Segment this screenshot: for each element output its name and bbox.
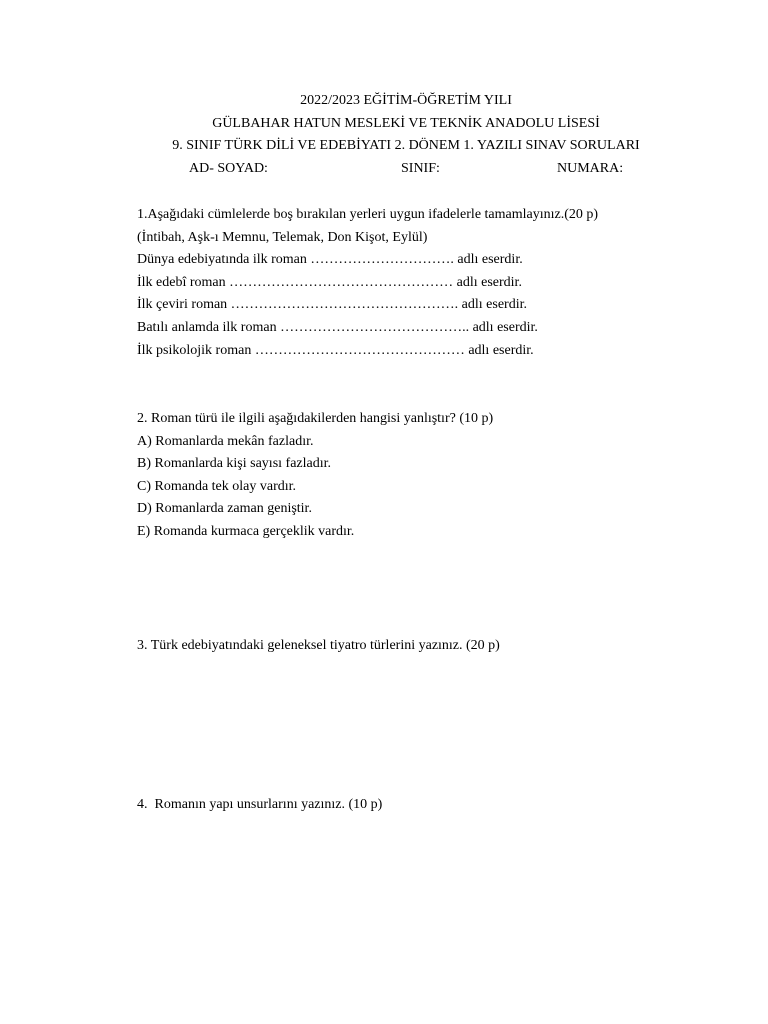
choice-b: B) Romanlarda kişi sayısı fazladır. <box>137 456 332 472</box>
class-label: SINIF: <box>401 161 440 176</box>
question-4-prompt: 4. Romanın yapı unsurlarını yazınız. (10 p) <box>137 797 383 812</box>
student-info-row <box>0 160 768 178</box>
question-3 <box>137 635 697 658</box>
question-2-prompt: 2. Roman türü ile ilgili aşağıdakilerden hangisi yanlıştır? (10 p) <box>137 411 494 426</box>
fill-blank-line: İlk çeviri roman …………………………………………. adlı eserdir. <box>137 297 527 313</box>
choice-d: D) Romanlarda zaman geniştir. <box>137 501 312 517</box>
number-label: NUMARA: <box>557 161 624 176</box>
question-1 <box>137 204 697 362</box>
fill-blank-line: Batılı anlamda ilk roman ………………………………….. adlı eserdir. <box>137 319 538 335</box>
question-4 <box>137 794 697 817</box>
question-1-options: (İntibah, Aşk-ı Memnu, Telemak, Don Kişot, Eylül) <box>137 229 428 245</box>
academic-year-heading: 2022/2023 EĞİTİM-ÖĞRETİM YILI <box>300 93 512 108</box>
fill-blank-line: İlk edebî roman ………………………………………… adlı eserdir. <box>137 274 522 290</box>
choice-a: A) Romanlarda mekân fazladır. <box>137 433 314 449</box>
fill-blank-line: İlk psikolojik roman ……………………………………… adlı eserdir. <box>137 342 534 358</box>
name-label: AD- SOYAD: <box>189 161 268 176</box>
fill-blank-line: Dünya edebiyatında ilk roman …………………………. adlı eserdir. <box>137 252 523 268</box>
choice-e: E) Romanda kurmaca gerçeklik vardır. <box>137 523 355 539</box>
choice-c: C) Romanda tek olay vardır. <box>137 478 297 494</box>
school-name-heading: GÜLBAHAR HATUN MESLEKİ VE TEKNİK ANADOLU LİSESİ <box>212 116 600 131</box>
question-1-prompt: 1.Aşağıdaki cümlelerde boş bırakılan yerleri uygun ifadelerle tamamlayınız.(20 p) <box>137 207 599 222</box>
question-2 <box>137 408 697 544</box>
question-3-prompt: 3. Türk edebiyatındaki geleneksel tiyatro türlerini yazınız. (20 p) <box>137 638 500 653</box>
exam-title-heading: 9. SINIF TÜRK DİLİ VE EDEBİYATI 2. DÖNEM 1. YAZILI SINAV SORULARI <box>172 138 640 153</box>
